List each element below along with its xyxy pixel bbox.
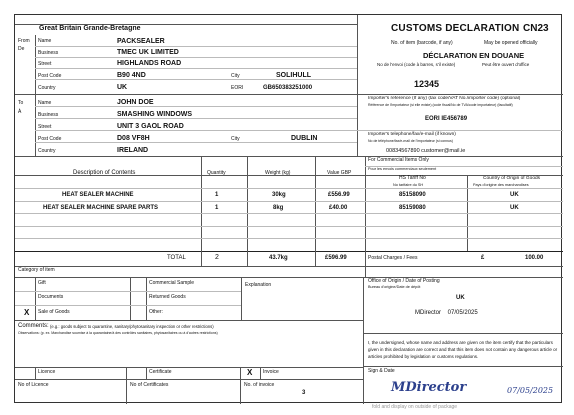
divider [363,333,563,334]
recipient-business-label: Business [38,112,59,118]
divider [15,94,563,95]
sender-business[interactable]: TMEC UK LIMITED [117,49,179,56]
importer-reference-label-fr: Référence de l'importateur (si elle existe) (code fiscal/No de TVA/code importateur) (facultatif) [368,103,513,107]
customs-declaration-form [14,14,562,403]
item-weight[interactable]: 30kg [272,192,286,198]
form-title-fr: DÉCLARATION EN DOUANE [423,51,525,60]
divider [357,15,358,156]
form-title: CUSTOMS DECLARATION [391,23,520,34]
hs-tariff-header: HS Tariff No [399,175,426,181]
recipient-city[interactable]: DUBLIN [291,135,318,142]
importer-contact-label-fr: No de téléphone/fax/e-mail de l'importateur (si connus) [368,139,453,143]
office-of-origin-date[interactable]: MDirector 07/05/2025 [415,310,478,316]
recipient-name[interactable]: JOHN DOE [117,99,154,106]
category-label: Category of item [18,267,55,273]
invoice-label: Invoice [263,369,279,375]
recipient-street[interactable]: UNIT 3 GAOL ROAD [117,123,184,130]
sender-city[interactable]: SOLIHULL [276,72,311,79]
importer-reference-label: Importer's reference (If any) (tax code/VAT No./importer code) (optional) [368,96,521,101]
office-of-origin-label: Office of Origin / Date of Posting [368,278,440,284]
total-weight[interactable]: 43.7kg [269,255,288,261]
description-header: Description of Contents [73,170,136,176]
divider [15,367,363,368]
office-of-origin-country[interactable]: UK [456,295,465,301]
invoice-number[interactable]: 3 [302,390,306,396]
weight-header: Weight (kg) [265,170,291,176]
fold-instruction: fold and display on outside of package [372,404,458,410]
commercial-items-label-fr: Pour les envois commerciaux seulement [368,167,437,171]
sender-street[interactable]: HIGHLANDS ROAD [117,60,182,67]
recipient-country-label: Country [38,148,56,154]
recipient-postcode[interactable]: D08 VF8H [117,135,150,142]
item-weight[interactable]: 8kg [273,205,284,211]
sender-name-label: Name [38,38,52,44]
comments-hint-fr: Observations: (p. ex. Marchandise soumise à la quarantaine/à des contrôles sanitaires, phytosanitaires ou à d'autres restrictions) [18,331,218,335]
category-documents-label: Documents [38,294,64,300]
no-of-item-label-fr: No de l'envoi (code à barres, s'il existe) [377,62,456,67]
postal-currency: £ [481,255,485,261]
recipient-country[interactable]: IRELAND [117,147,149,154]
value-header: Value GBP [327,170,352,176]
importer-contact[interactable]: 00834567890 customer@mail.ie [386,148,466,154]
recipient-business[interactable]: SMASHING WINDOWS [117,111,193,118]
to-label-fr: À [18,109,22,115]
no-of-invoice-label: No. of invoice [244,382,275,388]
no-of-certificates-label: No of Certificates [130,382,169,388]
divider [363,366,563,367]
divider [15,379,363,380]
postal-charges-value[interactable]: 100.00 [525,255,544,261]
from-label-fr: De [18,46,25,52]
total-label: TOTAL [167,255,186,261]
comments-label: Comments: [18,323,49,329]
item-quantity[interactable]: 1 [215,205,219,211]
importer-contact-label: Importer's telephone/fax/e-mail (if known) [368,132,456,137]
country-of-origin-heading: Great Britain Grande-Bretagne [39,25,141,32]
item-description[interactable]: HEAT SEALER MACHINE SPARE PARTS [43,205,159,211]
certificate-label: Certificate [149,369,172,375]
item-value[interactable]: £40.00 [329,205,348,211]
divider [15,251,563,252]
from-label: From [18,38,30,44]
divider [15,156,563,157]
sender-postcode-label: Post Code [38,73,62,79]
may-be-opened-label: May be opened officially [484,40,538,46]
item-origin[interactable]: UK [510,192,519,198]
divider [15,266,563,267]
item-quantity[interactable]: 1 [215,192,219,198]
category-other-label: Other: [149,309,163,315]
category-commercial-sample-label: Commercial Sample [149,280,195,286]
recipient-city-label: City [231,136,240,142]
total-quantity[interactable]: 2 [215,254,219,261]
sign-date-label: Sign & Date [368,368,395,374]
item-value[interactable]: £556.99 [328,192,350,198]
importer-reference[interactable]: EORI IE456789 [425,116,468,122]
invoice-checkbox[interactable]: X [247,368,253,377]
sender-business-label: Business [38,50,59,56]
recipient-postcode-label: Post Code [38,136,62,142]
sender-city-label: City [231,73,240,79]
category-sale-checkbox[interactable]: X [24,308,30,317]
total-value[interactable]: £596.99 [325,255,347,261]
origin-header-fr: Pays d'origine des marchandises [473,183,529,187]
quantity-header: Quantity [207,170,226,176]
commercial-items-label: For Commercial Items Only [368,157,429,163]
hs-tariff-header-fr: No tarifaire du SH [393,183,424,187]
form-code: CN23 [523,23,549,34]
category-sale-label: Sale of Goods [38,309,70,315]
item-reference-number[interactable]: 12345 [414,79,440,89]
sender-country[interactable]: UK [117,84,128,91]
origin-header: Country of Origin of Goods [483,176,541,181]
licence-label: Licence [38,369,56,375]
category-returned-goods-label: Returned Goods [149,294,186,300]
may-be-opened-label-fr: Peut être ouvert d'office [482,62,530,67]
sender-eori[interactable]: GB650383251000 [263,85,313,91]
divider [15,277,563,278]
category-gift-label: Gift [38,280,46,286]
comments-hint: (e.g.: goods subject to quarantine, sanitary/phytosanitary inspection or other restrictions) [50,324,214,329]
no-of-licence-label: No of Licence [18,382,49,388]
recipient-name-label: Name [38,100,52,106]
divider [15,320,363,321]
signature[interactable]: MDirector [391,380,467,395]
sender-name[interactable]: PACKSEALER [117,38,165,45]
divider [35,35,36,156]
declaration-text: I, the undersigned, whose name and address are given on the item certify that the particulars given in this declaration are correct and that this item does not contain any dangerous article or articles prohibited by legislation or customs regulations. [368,340,558,359]
item-hs-code[interactable]: 85158090 [399,192,426,198]
sender-country-label: Country [38,85,56,91]
item-hs-code[interactable]: 85159080 [399,205,426,211]
office-of-origin-label-fr: Bureau d'origine/Date de dépôt [368,285,421,289]
postal-charges-label: Postal Charges / Fees [368,255,418,261]
sender-eori-label: EORI [231,85,244,91]
no-of-item-label: No. of item (barcode, if any) [391,40,453,46]
sender-street-label: Street [38,61,52,67]
signature-date[interactable]: 07/05/2025 [507,386,554,395]
to-label: To [18,100,24,106]
explanation-label: Explanation [245,282,272,288]
recipient-street-label: Street [38,124,52,130]
item-description[interactable]: HEAT SEALER MACHINE [62,192,134,198]
item-origin[interactable]: UK [510,205,519,211]
sender-postcode[interactable]: B90 4ND [117,72,146,79]
